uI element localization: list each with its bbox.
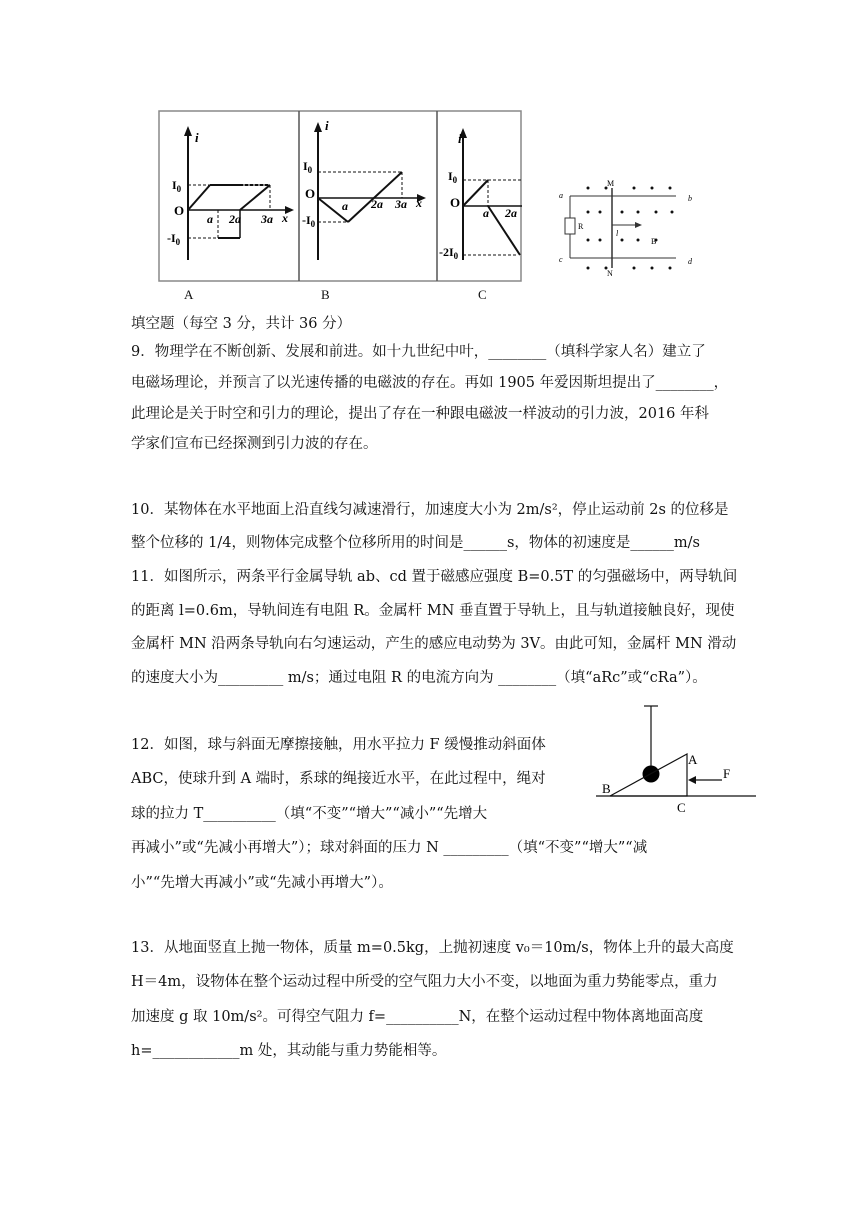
caption-c: C [478, 287, 487, 302]
q11-line-2: 的距离 l=0.6m，导轨间连有电阻 R。金属杆 MN 垂直置于导轨上，且与轨道接触良好，现使 [131, 603, 735, 619]
section-title: 填空题（每空 3 分，共计 36 分） [131, 316, 352, 332]
graph-c-a-label: a [483, 206, 489, 220]
q12-line-4: 再减小”或“先减小再增大”）；球对斜面的压力 N _________（填“不变”“增大”“减 [131, 840, 648, 856]
q13-line-1: 13．从地面竖直上抛一物体，质量 m=0.5kg，上抛初速度 v₀＝10m/s，物体上升的最大高度 [131, 940, 734, 956]
graph-figure-strip [158, 110, 522, 282]
graph-b-2a-label: 2a [371, 197, 383, 211]
graph-b [302, 118, 426, 260]
graph-b-a-label: a [342, 199, 348, 213]
caption-b: B [321, 287, 330, 302]
rail-n-label: N [607, 269, 613, 276]
graph-b-negI0-label: $-I_0$ [302, 213, 316, 229]
graph-b-x-label: x [416, 196, 422, 210]
incline-c-label: C [677, 800, 686, 815]
graph-c-neg2I0-label: $-2I_0$ [439, 245, 459, 261]
incline-svg [596, 704, 760, 816]
graph-a [167, 126, 294, 260]
graph-a-2a-label: 2a [229, 212, 241, 226]
q9-line-4: 学家们宣布已经探测到引力波的存在。 [131, 436, 378, 452]
rail-c-label: c [559, 255, 563, 264]
rail-svg [556, 176, 706, 276]
q11-line-1: 11．如图所示，两条平行金属导轨 ab、cd 置于磁感应强度 B=0.5T 的匀强磁场中，两导轨间 [131, 569, 738, 585]
rail-m-label: M [607, 179, 615, 188]
q12-line-2: ABC，使球升到 A 端时，系球的绳接近水平，在此过程中，绳对 [131, 771, 546, 787]
q11-line-3: 金属杆 MN 沿两条导轨向右匀速运动，产生的感应电动势为 3V。由此可知，金属杆 MN 滑动 [131, 636, 737, 652]
q13-line-2: H＝4m，设物体在整个运动过程中所受的空气阻力大小不变，以地面为重力势能零点，重力 [131, 974, 718, 990]
rail-b-field-label: B [651, 237, 657, 246]
graphs-svg [158, 110, 522, 282]
q9-line-2: 电磁场理论，并预言了以光速传播的电磁波的存在。再如 1905 年爱因斯坦提出了________， [131, 375, 729, 391]
graph-a-3a-label: 3a [261, 212, 273, 226]
graph-c-O-label: O [450, 195, 461, 210]
graph-b-I0-label: $I_0$ [303, 159, 313, 175]
q11-line-4: 的速度大小为_________ m/s；通过电阻 R 的电流方向为 ________（填“aRc”或“cRa”）。 [131, 670, 707, 686]
q12-line-3: 球的拉力 T__________（填“不变”“增大”“减小”“先增大 [131, 806, 488, 822]
graph-c-i-label: i [458, 131, 462, 146]
rail-r-label: R [578, 222, 584, 231]
graph-a-a-label: a [207, 212, 213, 226]
q9-line-3: 此理论是关于时空和引力的理论，提出了存在一种跟电磁波一样波动的引力波，2016 年科 [131, 406, 710, 422]
incline-a-label: A [688, 752, 698, 767]
graph-c-2a-label: 2a [505, 206, 517, 220]
rail-l-label: l [616, 229, 619, 238]
q13-line-3: 加速度 g 取 10m/s²。可得空气阻力 f=__________N，在整个运动过程中物体离地面高度 [131, 1009, 704, 1025]
graph-a-x-label: x [282, 211, 288, 225]
graph-a-I0-label: $I_0$ [172, 178, 182, 194]
graph-a-negI0-label: $-I_0$ [167, 231, 181, 247]
q12-line-5: 小”“先增大再减小”或“先减小再增大”）。 [131, 875, 393, 891]
rail-a-label: a [559, 191, 563, 200]
incline-f-label: F [723, 766, 731, 781]
incline-b-label: B [602, 781, 611, 796]
caption-a: A [184, 287, 194, 302]
graph-c-I0-label: $I_0$ [448, 169, 458, 185]
q10-line-2: 整个位移的 1/4，则物体完成整个位移所用的时间是______s，物体的初速度是______m/s [131, 535, 700, 551]
q10-line-1: 10．某物体在水平地面上沿直线匀减速滑行，加速度大小为 2m/s²，停止运动前 2s 的位移是 [131, 502, 729, 518]
graph-a-O-label: O [174, 203, 185, 218]
q13-line-4: h=____________m 处，其动能与重力势能相等。 [131, 1043, 447, 1059]
q12-line-1: 12．如图，球与斜面无摩擦接触，用水平拉力 F 缓慢推动斜面体 [131, 737, 546, 753]
graph-b-3a-label: 3a [395, 197, 407, 211]
incline-figure [596, 704, 760, 816]
rail-d-label: d [688, 257, 692, 266]
graph-b-O-label: O [305, 186, 316, 201]
graph-b-i-label: i [325, 118, 329, 133]
rail-figure [556, 176, 706, 276]
graph-c [439, 128, 522, 261]
graph-a-i-label: i [195, 130, 199, 145]
rail-b-label: b [688, 194, 692, 203]
q9-line-1: 9．物理学在不断创新、发展和前进。如十九世纪中叶，________（填科学家人名）建立了 [131, 344, 706, 360]
